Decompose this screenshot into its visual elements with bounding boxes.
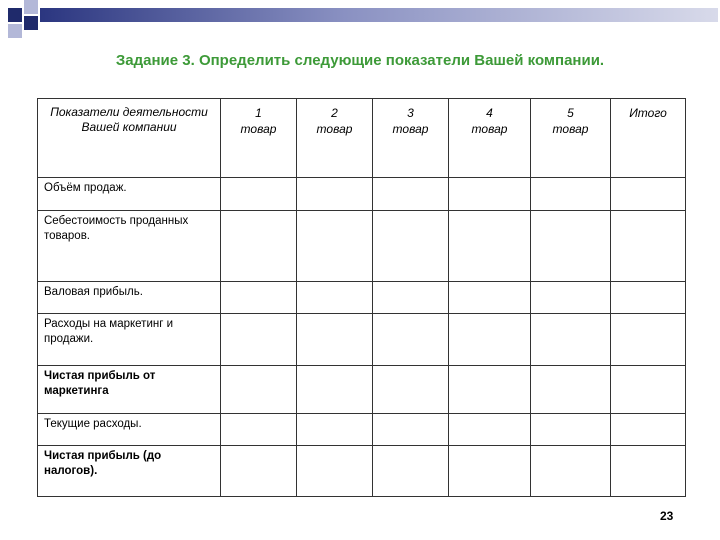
table-cell[interactable]: [221, 314, 297, 366]
table-cell[interactable]: [373, 446, 449, 497]
row-label-marketing-expenses: Расходы на маркетинг и продажи.: [38, 314, 221, 366]
table-cell[interactable]: [611, 282, 686, 314]
table-cell[interactable]: [449, 282, 531, 314]
table-cell[interactable]: [373, 282, 449, 314]
table-cell[interactable]: [373, 414, 449, 446]
table-cell[interactable]: [531, 314, 611, 366]
table-cell[interactable]: [531, 446, 611, 497]
decor-square: [24, 16, 38, 30]
table-header-row: [38, 99, 686, 178]
table-cell[interactable]: [297, 414, 373, 446]
page-number: 23: [660, 509, 674, 523]
slide-title: Задание 3. Определить следующие показатели Вашей компании.: [115, 52, 605, 69]
table-cell[interactable]: [531, 366, 611, 414]
indicators-table: [37, 98, 686, 497]
header-total: Итого: [611, 99, 686, 178]
decor-square: [24, 0, 38, 14]
table-cell[interactable]: [221, 178, 297, 211]
table-cell[interactable]: [611, 366, 686, 414]
decor-square: [8, 24, 22, 38]
table-cell[interactable]: [449, 314, 531, 366]
header-product-5: 5 товар: [531, 99, 611, 178]
table-cell[interactable]: [449, 178, 531, 211]
table-cell[interactable]: [297, 178, 373, 211]
table-cell[interactable]: [449, 446, 531, 497]
table-cell[interactable]: [531, 211, 611, 282]
header-product-1: 1 товар: [221, 99, 297, 178]
table-cell[interactable]: [221, 366, 297, 414]
table-row: [38, 178, 686, 211]
table-cell[interactable]: [297, 314, 373, 366]
table-cell[interactable]: [611, 446, 686, 497]
table-cell[interactable]: [449, 211, 531, 282]
table-row: [38, 314, 686, 366]
table-cell[interactable]: [531, 282, 611, 314]
table-cell[interactable]: [611, 178, 686, 211]
table-row: [38, 366, 686, 414]
table-cell[interactable]: [221, 211, 297, 282]
table-row: [38, 282, 686, 314]
table-row: [38, 446, 686, 497]
table-cell[interactable]: [373, 366, 449, 414]
table-cell[interactable]: [297, 211, 373, 282]
row-label-current-expenses: Текущие расходы.: [38, 414, 221, 446]
table-row: [38, 211, 686, 282]
table-cell[interactable]: [449, 414, 531, 446]
table-cell[interactable]: [221, 282, 297, 314]
table-cell[interactable]: [531, 414, 611, 446]
table-cell[interactable]: [611, 314, 686, 366]
decor-square: [8, 8, 22, 22]
row-label-net-profit-before-tax: Чистая прибыль (до налогов).: [38, 446, 221, 497]
table-cell[interactable]: [373, 178, 449, 211]
table-cell[interactable]: [221, 446, 297, 497]
table-cell[interactable]: [297, 282, 373, 314]
table-cell[interactable]: [297, 446, 373, 497]
header-gradient-bar: [40, 8, 718, 22]
table-row: [38, 414, 686, 446]
table-cell[interactable]: [611, 211, 686, 282]
header-product-4: 4 товар: [449, 99, 531, 178]
header-indicators: Показатели деятельности Вашей компании: [38, 99, 221, 178]
row-label-net-marketing-profit: Чистая прибыль от маркетинга: [38, 366, 221, 414]
row-label-sales-volume: Объём продаж.: [38, 178, 221, 211]
table-cell[interactable]: [297, 366, 373, 414]
table-cell[interactable]: [373, 314, 449, 366]
header-product-3: 3 товар: [373, 99, 449, 178]
table-cell[interactable]: [221, 414, 297, 446]
header-product-2: 2 товар: [297, 99, 373, 178]
row-label-gross-profit: Валовая прибыль.: [38, 282, 221, 314]
table-cell[interactable]: [531, 178, 611, 211]
table-cell[interactable]: [449, 366, 531, 414]
table-cell[interactable]: [373, 211, 449, 282]
row-label-cost-of-goods: Себестоимость проданных товаров.: [38, 211, 221, 282]
table-cell[interactable]: [611, 414, 686, 446]
